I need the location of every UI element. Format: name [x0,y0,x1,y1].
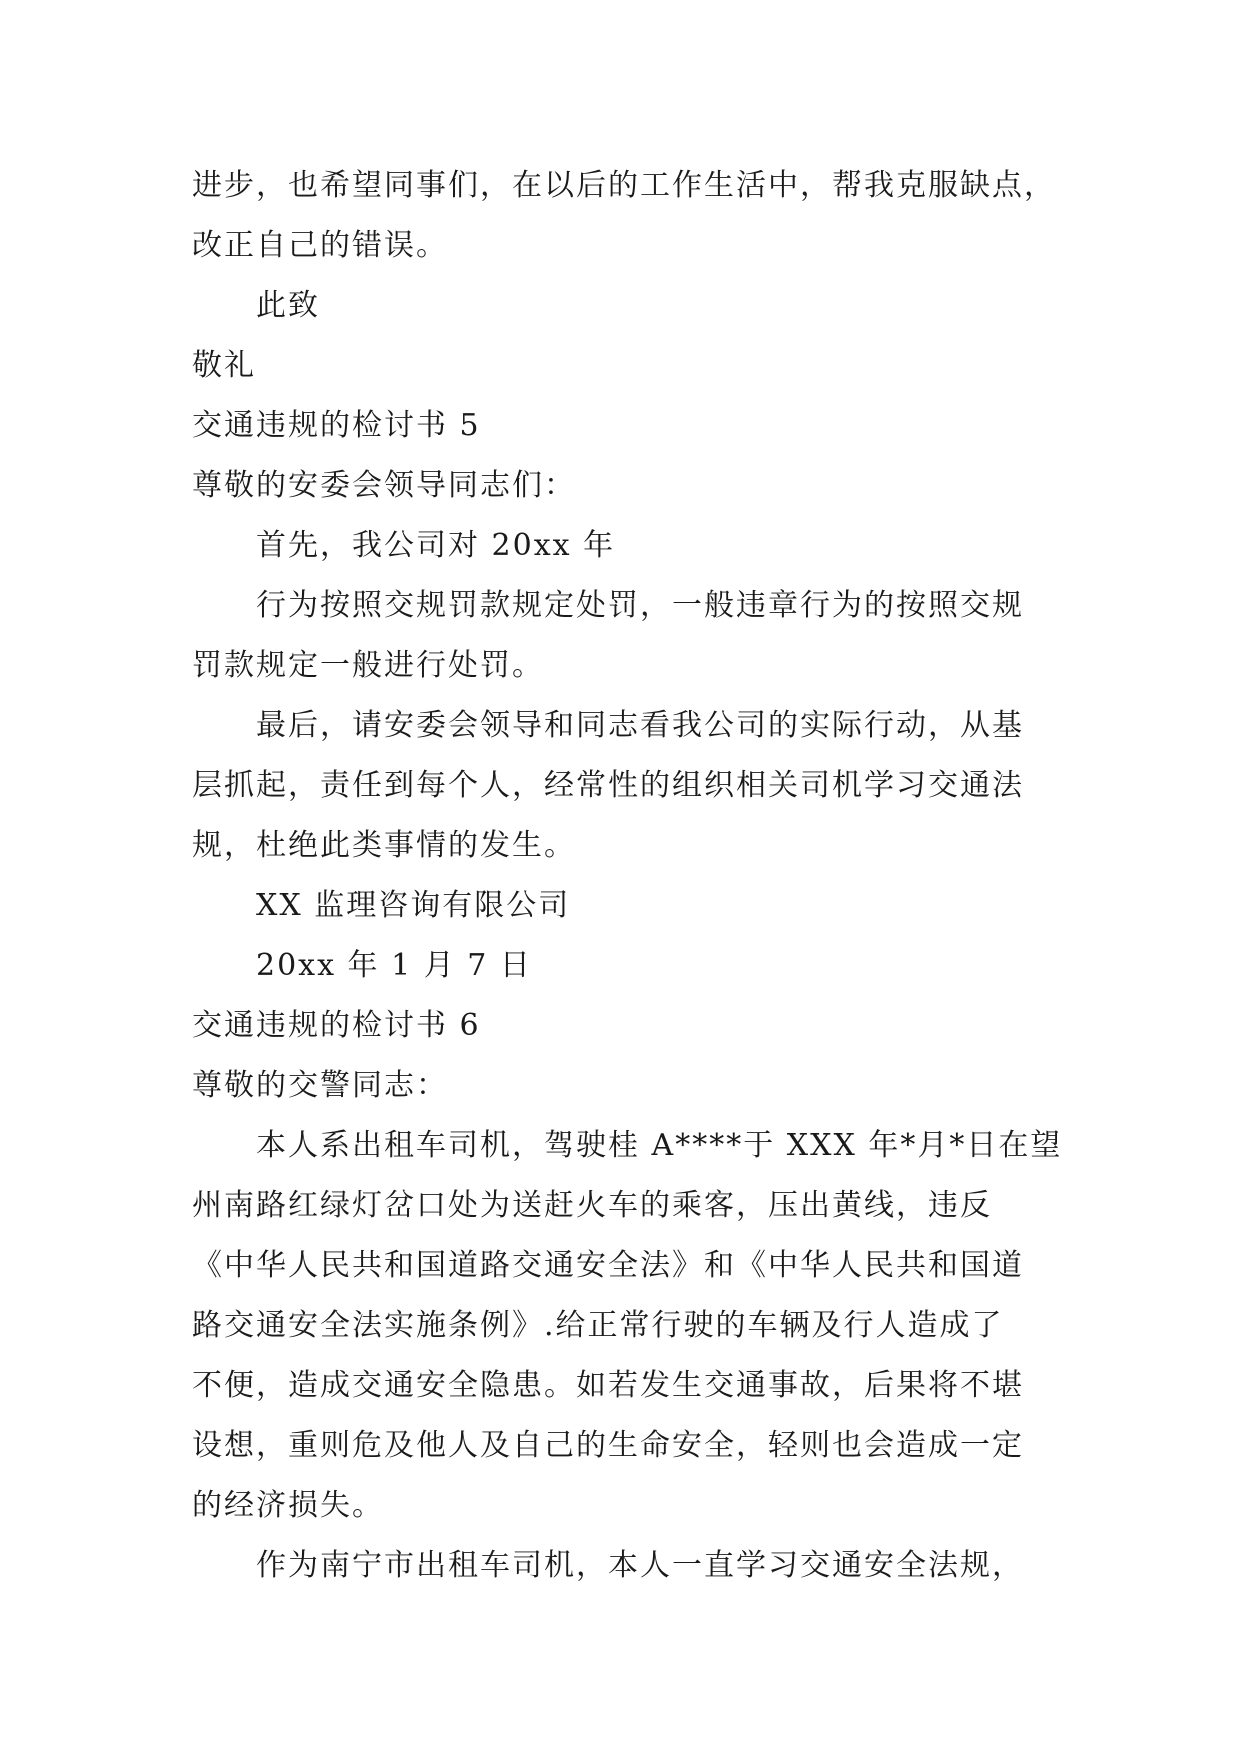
text-line: 路交通安全法实施条例》.给正常行驶的车辆及行人造成了 [192,1308,1004,1343]
text-line: 州南路红绿灯岔口处为送赶火车的乘客，压出黄线，违反 [192,1188,992,1223]
section-title: 交通违规的检讨书 5 [192,408,481,443]
greeting: 尊敬的交警同志： [192,1068,448,1103]
document-page [192,156,1072,1596]
closing-salutation: 此致 [256,288,320,323]
text-line: 罚款规定一般进行处罚。 [192,648,544,683]
section-title: 交通违规的检讨书 6 [192,1008,481,1043]
text-line: 作为南宁市出租车司机，本人一直学习交通安全法规， [256,1548,1024,1583]
signature-date: 20xx 年 1 月 7 日 [256,948,532,983]
text-line: 首先，我公司对 20xx 年 [256,528,616,563]
text-line: 进步，也希望同事们，在以后的工作生活中，帮我克服缺点， [192,168,1056,203]
text-line: 本人系出租车司机，驾驶桂 A****于 XXX 年*月*日在望 [256,1128,1063,1163]
text-line: 设想，重则危及他人及自己的生命安全，轻则也会造成一定 [192,1428,1024,1463]
text-line: 规，杜绝此类事情的发生。 [192,828,576,863]
text-line: 不便，造成交通安全隐患。如若发生交通事故，后果将不堪 [192,1368,1024,1403]
text-line: 最后，请安委会领导和同志看我公司的实际行动，从基 [256,708,1024,743]
text-line: 行为按照交规罚款规定处罚，一般违章行为的按照交规 [256,588,1024,623]
text-line: 层抓起，责任到每个人，经常性的组织相关司机学习交通法 [192,768,1024,803]
text-line: 《中华人民共和国道路交通安全法》和《中华人民共和国道 [192,1248,1024,1283]
greeting: 尊敬的安委会领导同志们： [192,468,576,503]
closing-regards: 敬礼 [192,348,256,383]
text-line: 的经济损失。 [192,1488,384,1523]
signature-company: XX 监理咨询有限公司 [256,888,571,923]
text-line: 改正自己的错误。 [192,228,448,263]
